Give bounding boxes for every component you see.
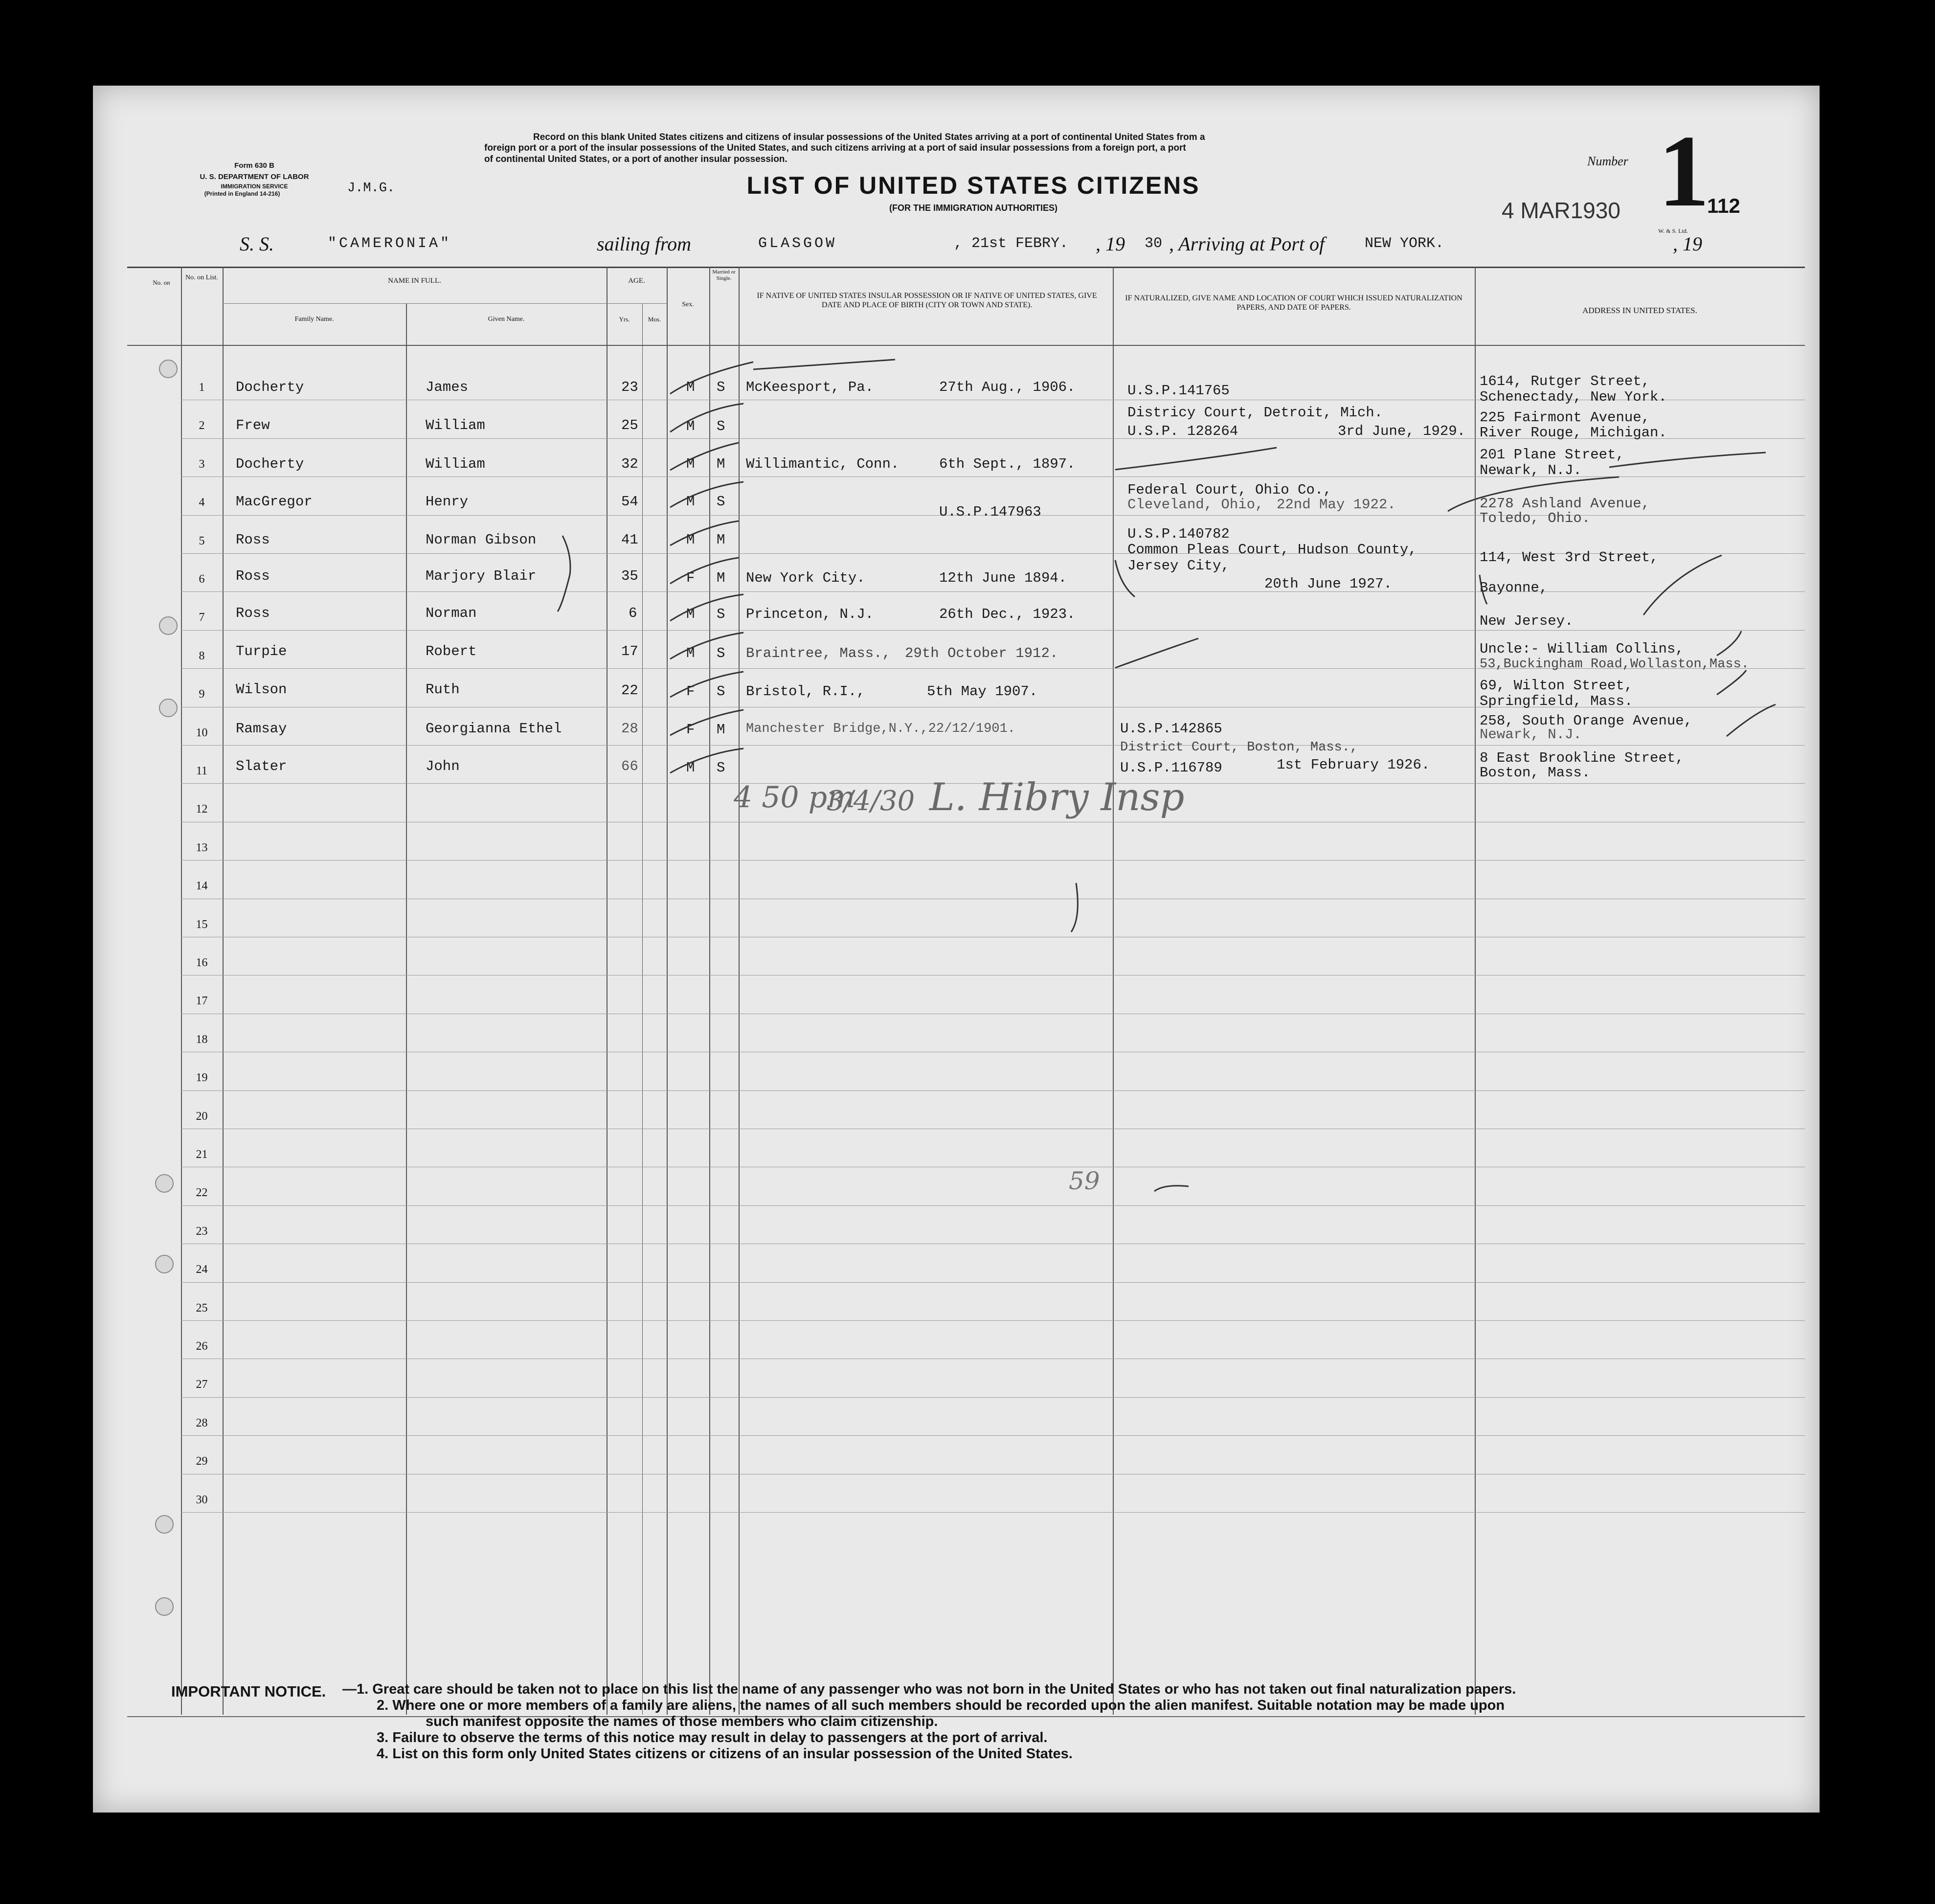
naturalization: Districy Court, Detroit, Mich. [1127,405,1383,421]
check-marks [93,86,1820,1813]
sex: M [686,606,695,622]
row-number: 20 [196,1110,208,1123]
col-family-name: Family Name. [294,316,334,323]
row-number: 26 [196,1340,208,1353]
port-to: NEW YORK. [1365,235,1444,252]
given-name: Marjory Blair [426,568,537,584]
col-yrs: Yrs. [619,316,630,323]
row-number: 27 [196,1378,208,1391]
arrival-stamp: 4 MAR1930 [1502,198,1620,223]
department: U. S. DEPARTMENT OF LABOR [200,173,309,181]
naturalization: Federal Court, Ohio Co., [1127,482,1332,498]
col-name-in-full: NAME IN FULL. [388,277,441,285]
given-name: James [426,379,469,395]
age: 32 [621,456,638,472]
birth-date: 27th Aug., 1906. [939,379,1076,395]
age: 23 [621,379,638,395]
row-number: 5 [199,534,205,547]
address: Bayonne, [1480,580,1548,596]
row-number: 22 [196,1186,208,1200]
given-name: Norman [426,605,477,621]
address-line: New Jersey. [1480,613,1574,629]
given-name: Henry [426,494,469,510]
sailing-date: , 21st FEBRY. [954,235,1069,252]
marital: S [717,606,725,622]
birth-place: Willimantic, Conn. [746,456,900,472]
family-name: Ross [236,605,270,621]
sex: M [686,645,695,661]
birth-date: U.S.P.147963 [939,504,1041,520]
naturalization-date: 3rd June, 1929. [1338,423,1466,439]
address: 201 Plane Street, [1480,447,1624,463]
family-name: Slater [236,758,287,774]
row-number: 15 [196,918,208,931]
sex: F [686,570,695,586]
naturalization-line: Common Pleas Court, Hudson County, [1127,542,1417,558]
family-name: Ross [236,532,270,548]
ss-label: S. S. [240,233,274,255]
port-from: GLASGOW [758,235,837,252]
naturalization-date: 22nd May 1922. [1277,497,1396,513]
marital: M [717,532,725,548]
family-name: MacGregor [236,494,313,510]
row-number: 21 [196,1148,208,1161]
age: 66 [621,758,638,774]
given-name: Georgianna Ethel [426,721,562,737]
col-address: ADDRESS IN UNITED STATES. [1582,306,1697,315]
age: 25 [621,417,638,433]
address: 225 Fairmont Avenue, [1480,409,1650,426]
instruction-line: of continental United States, or a port of another insular possession. [484,154,788,164]
address-line: Boston, Mass. [1480,765,1591,781]
year-blank: , 19 [1673,233,1702,255]
marital: S [717,645,725,661]
marital: S [717,418,725,434]
notice-item: —1. Great care should be taken not to place on this list the name of any passenger who was not born in the United States or who has not taken out final naturalization papers. [342,1681,1516,1697]
stamp-suffix: 112 [1707,194,1740,217]
list-number: 1 [1658,114,1710,228]
notice-heading: IMPORTANT NOTICE. [171,1683,326,1700]
notice-item: 4. List on this form only United States citizens or citizens of an insular possession of the United States. [377,1746,1073,1762]
row-number: 17 [196,995,208,1008]
address: 8 East Brookline Street, [1480,750,1684,766]
row-number: 28 [196,1416,208,1429]
given-name: William [426,456,485,472]
address: Uncle:- William Collins, [1480,641,1684,657]
row-number: 24 [196,1263,208,1276]
marital: M [717,722,725,738]
birth-place: New York City. [746,570,865,586]
manifest-sheet [93,86,1820,1813]
instruction-line: foreign port or a port of the insular possessions of the United States, and such citizens arriving at a port of said insular possessions from a foreign port, a port [484,143,1186,154]
address: 258, South Orange Avenue, [1480,713,1693,729]
family-name: Wilson [236,681,287,698]
family-name: Turpie [236,643,287,659]
printer-mark: W. & S. Ltd. [1658,227,1688,234]
sailing-label: sailing from [597,233,691,255]
col-mos: Mos. [648,316,661,323]
age: 17 [621,643,638,659]
row-number: 8 [199,649,205,662]
family-name: Docherty [236,379,304,395]
naturalization-line: Cleveland, Ohio, [1127,497,1264,513]
row-number: 2 [199,419,205,432]
family-name: Docherty [236,456,304,472]
row-number: 18 [196,1033,208,1046]
sex: M [686,379,695,395]
marital: S [717,494,725,510]
row-number: 23 [196,1224,208,1238]
naturalization-line: U.S.P.116789 [1120,760,1222,776]
naturalization: U.S.P.141765 [1127,383,1230,399]
birth-place: Braintree, Mass., [746,645,891,661]
sex: F [686,683,695,700]
age: 6 [629,605,637,621]
printed-note: (Printed in England 14-216) [204,190,280,197]
page-title: LIST OF UNITED STATES CITIZENS [746,172,1200,199]
given-name: John [426,758,460,774]
page-subtitle: (FOR THE IMMIGRATION AUTHORITIES) [889,203,1058,213]
marital: S [717,379,725,395]
col-married: Married or Single. [712,269,736,282]
naturalization-date: 1st February 1926. [1277,757,1430,773]
col-given-name: Given Name. [488,316,525,323]
row-number: 13 [196,841,208,854]
given-name: Norman Gibson [426,532,537,548]
notice-item: 3. Failure to observe the terms of this notice may result in delay to passengers at the port of arrival. [377,1730,1048,1745]
col-no-on: No. on [153,279,170,286]
age: 35 [621,568,638,584]
instruction-line: Record on this blank United States citizens and citizens of insular possessions of the United States arriving at a port of continental United States from a [533,132,1205,142]
address-line: River Rouge, Michigan. [1480,425,1667,441]
row-number: 9 [199,688,205,701]
col-naturalized: IF NATURALIZED, GIVE NAME AND LOCATION OF COURT WHICH ISSUED NATURALIZATION PAPERS, AND DATE OF PAPERS. [1125,294,1462,312]
address-line: Newark, N.J. [1480,726,1582,743]
marital: M [717,456,725,472]
birth-date: 12th June 1894. [939,570,1067,586]
birth-date: 5th May 1907. [927,683,1038,700]
birth-place: Bristol, R.I., [746,683,865,700]
naturalization: U.S.P.140782 [1127,526,1230,542]
naturalization: District Court, Boston, Mass., [1120,740,1358,755]
given-name: William [426,417,485,433]
handwritten-time: 4 50 pm [734,780,855,815]
row-number: 3 [199,457,205,471]
row-number: 30 [196,1493,208,1506]
family-name: Frew [236,417,270,433]
row-number: 16 [196,956,208,969]
address-line: Springfield, Mass. [1480,693,1633,709]
row-number: 12 [196,803,208,816]
year-suffix: 30 [1145,235,1163,252]
marital: S [717,760,725,776]
birth-place: Princeton, N.J. [746,606,874,622]
arriving-label: , Arriving at Port of [1169,233,1325,255]
col-no-on-list: No. on List. [185,274,218,281]
given-name: Robert [426,643,477,659]
birth-date: 6th Sept., 1897. [939,456,1076,472]
given-name: Ruth [426,681,460,698]
birth-date: 29th October 1912. [905,645,1058,661]
col-age: AGE. [628,277,645,285]
birth-place: McKeesport, Pa. [746,379,874,395]
address-line: 53,Buckingham Road,Wollaston,Mass. [1480,657,1749,672]
age: 28 [621,721,638,737]
number-label: Number [1587,154,1628,168]
col-birth: IF NATIVE OF UNITED STATES INSULAR POSSESSION OR IF NATIVE OF UNITED STATES, GIVE DATE AND PLACE OF BIRTH (CITY OR TOWN AND STATE). [757,292,1097,310]
address-line: Schenectady, New York. [1480,389,1667,405]
row-number: 1 [199,381,205,394]
address: 69, Wilton Street, [1480,678,1633,694]
birth-place: Manchester Bridge,N.Y.,22/12/1901. [746,722,1015,736]
address: 2278 Ashland Avenue, [1480,496,1650,512]
family-name: Ross [236,568,270,584]
row-number: 29 [196,1455,208,1468]
age: 22 [621,682,638,699]
address: 1614, Rutger Street, [1480,373,1650,389]
sex: M [686,494,695,510]
clerk-initials: J.M.G. [347,181,395,196]
age: 41 [621,532,638,548]
sex: F [686,722,695,738]
naturalization: Jersey City, [1127,558,1230,574]
row-number: 4 [199,496,205,509]
marital: M [717,570,725,586]
address-line: Newark, N.J. [1480,462,1582,478]
sex: M [686,760,695,776]
notice-item: such manifest opposite the names of those members who claim citizenship. [426,1714,938,1729]
service: IMMIGRATION SERVICE [221,183,288,190]
naturalization-line: U.S.P. 128264 [1127,423,1238,439]
handwritten-date: 3/4/30 [827,785,915,817]
row-number: 25 [196,1301,208,1315]
ship-name: "CAMERONIA" [328,235,452,252]
row-number: 14 [196,880,208,893]
address: 114, West 3rd Street, [1480,549,1659,566]
col-sex: Sex. [682,301,694,308]
sex: M [686,532,695,548]
page-number-annotation: 59 [1069,1167,1100,1195]
row-number: 7 [199,611,205,624]
naturalization-date: 20th June 1927. [1264,576,1393,592]
age: 54 [621,494,638,510]
sex: M [686,418,695,434]
address-line: Toledo, Ohio. [1480,510,1591,526]
row-number: 10 [196,726,208,739]
birth-date: 26th Dec., 1923. [939,606,1076,622]
inspector-signature: L. Hibry Insp [929,775,1185,819]
row-number: 6 [199,573,205,586]
year-prefix: , 19 [1096,233,1125,255]
naturalization: U.S.P.142865 [1120,721,1222,737]
marital: S [717,683,725,700]
form-number: Form 630 B [234,161,274,170]
sex: M [686,456,695,472]
family-name: Ramsay [236,721,287,737]
row-number: 19 [196,1071,208,1085]
notice-item: 2. Where one or more members of a family are aliens, the names of all such members should be recorded upon the alien manifest. Suitable notation may be made upon [377,1698,1505,1713]
row-number: 11 [196,765,208,777]
